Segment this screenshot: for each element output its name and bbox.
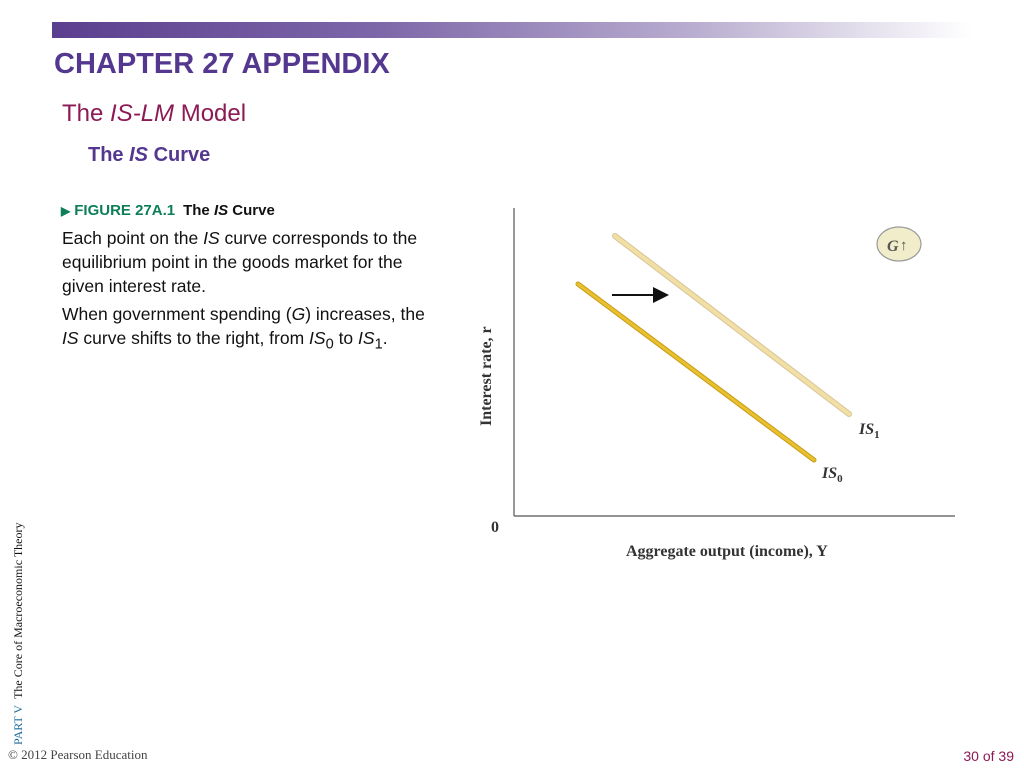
title-accent-bar — [52, 22, 972, 38]
x-axis-label: Aggregate output (income), Y — [626, 543, 828, 560]
p2-is0-subscript: 0 — [325, 336, 334, 353]
p2-text-e: . — [382, 328, 388, 348]
badge-g-label: G — [887, 238, 899, 255]
p2-text-b: ) increases, the — [305, 304, 425, 324]
is-curve-diagram — [455, 200, 965, 572]
part-title: The Core of Macroeconomic Theory — [11, 522, 25, 699]
is1-label-text: IS — [859, 421, 875, 438]
p2-g: G — [291, 304, 306, 324]
is1-label — [858, 421, 880, 441]
government-spending-increase-badge — [877, 227, 921, 261]
page-number: 30 of 39 — [963, 748, 1014, 764]
figure-title-is: IS — [213, 202, 229, 219]
subsection-title — [88, 144, 210, 167]
p2-text-d: to — [333, 328, 359, 348]
subsection-title-suffix: Curve — [148, 144, 211, 166]
figure-caption — [61, 202, 275, 219]
figure-description — [62, 226, 434, 361]
chapter-title: CHAPTER 27 APPENDIX — [54, 48, 390, 80]
is0-label — [821, 465, 843, 485]
shift-right-arrow-icon — [612, 287, 669, 303]
p2-is1: IS — [358, 328, 375, 348]
origin-label: 0 — [491, 519, 499, 536]
p2-text-a: When government spending ( — [62, 304, 292, 324]
p1-text-a: Each point on the — [62, 228, 204, 248]
y-axis-label: Interest rate, r — [478, 326, 495, 426]
section-title-model: IS-LM — [110, 100, 175, 127]
p2-is1-subscript: 1 — [374, 336, 383, 353]
is0-label-text: IS — [822, 465, 838, 482]
is0-curve — [578, 284, 814, 460]
description-paragraph-1 — [62, 226, 434, 298]
p2-is: IS — [62, 328, 79, 348]
subsection-title-prefix: The — [88, 144, 130, 166]
section-title — [62, 100, 246, 128]
is1-curve — [615, 236, 849, 414]
part-side-label — [11, 523, 26, 745]
section-title-suffix: Model — [174, 100, 247, 127]
part-number: PART V — [11, 704, 25, 745]
figure-number: FIGURE 27A.1 — [74, 202, 176, 219]
figure-title — [183, 202, 275, 219]
p2-text-c: curve shifts to the right, from — [78, 328, 310, 348]
section-title-prefix: The — [62, 100, 111, 127]
caption-bullet-icon: ▶ — [61, 204, 71, 218]
p2-is0: IS — [309, 328, 326, 348]
p1-text-b: curve corresponds to the equilibrium point in the goods market for the given interest rate. — [62, 228, 418, 296]
up-arrow-icon: ↑ — [900, 238, 908, 254]
is1-label-subscript: 1 — [874, 429, 880, 441]
copyright-notice: © 2012 Pearson Education — [8, 747, 148, 762]
figure-title-prefix: The — [183, 202, 214, 219]
figure-title-suffix: Curve — [228, 202, 275, 219]
is0-label-subscript: 0 — [837, 473, 843, 485]
p1-is: IS — [203, 228, 220, 248]
description-paragraph-2 — [62, 302, 434, 357]
subsection-title-is: IS — [129, 144, 149, 166]
